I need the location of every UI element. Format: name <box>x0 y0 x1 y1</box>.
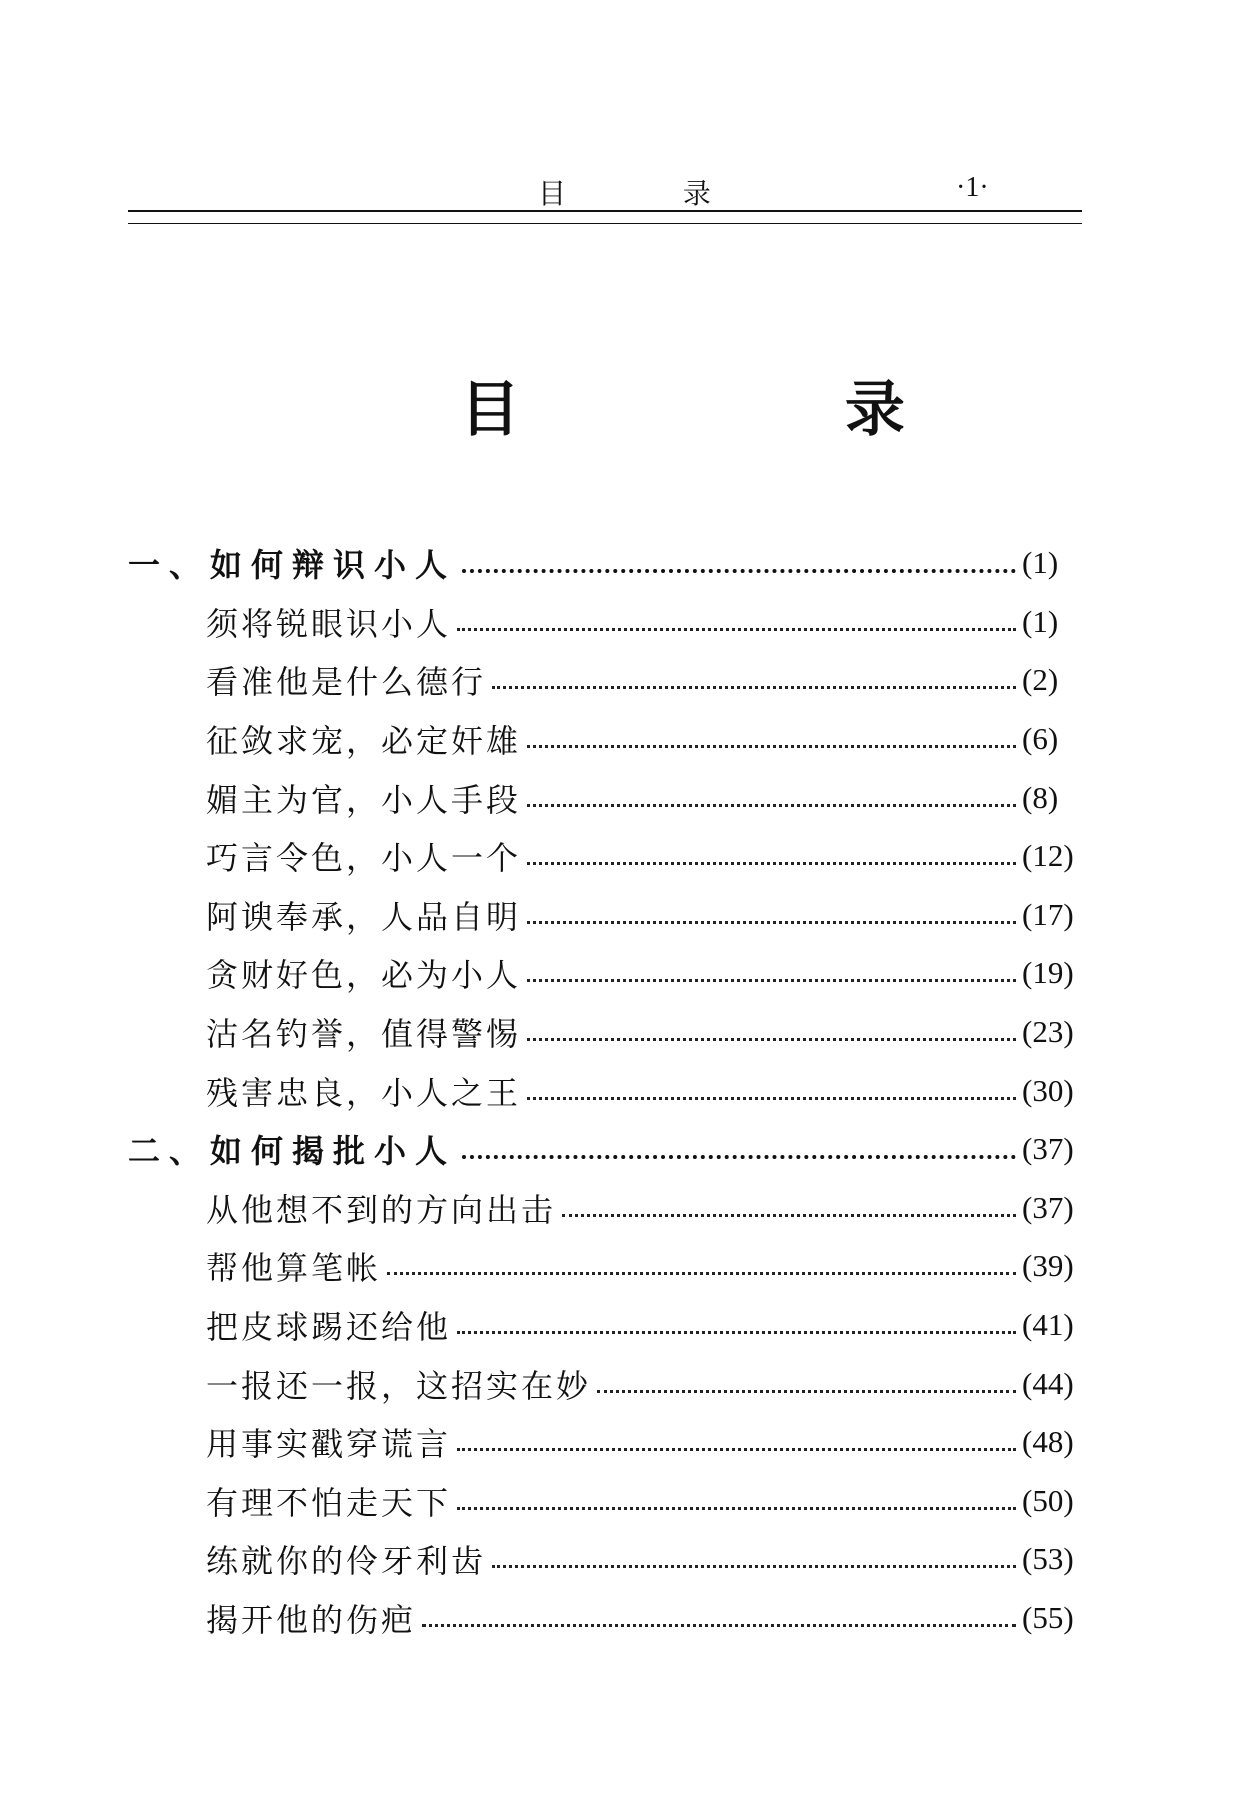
toc-section-entry <box>128 1354 1088 1413</box>
dot-leader <box>492 1542 1016 1576</box>
running-title: 目 录 <box>538 177 765 210</box>
toc-page-number: (2) <box>1022 662 1059 698</box>
dot-leader <box>527 839 1016 873</box>
toc-page-number: (30) <box>1022 1072 1074 1108</box>
toc-entry-title: 沽名钓誉，值得警惕 <box>206 1015 522 1054</box>
toc-page-number: (17) <box>1022 896 1074 932</box>
toc-page-number: (23) <box>1022 1014 1074 1050</box>
toc-entry-title: 贪财好色，必为小人 <box>206 956 522 995</box>
dot-leader <box>462 546 1016 580</box>
dot-leader <box>527 722 1016 756</box>
toc-entry-title: 帮他算笔帐 <box>206 1249 382 1288</box>
toc-entry-title: 有理不怕走天下 <box>206 1483 452 1522</box>
toc-page-number: (6) <box>1022 721 1059 757</box>
toc-page-number: (1) <box>1022 603 1059 639</box>
toc-page-number: (8) <box>1022 779 1059 815</box>
toc-entry-title: 残害忠良，小人之王 <box>206 1073 522 1112</box>
toc-section-entry <box>128 1530 1088 1589</box>
dot-leader <box>527 1074 1016 1108</box>
toc-section-entry <box>128 886 1088 945</box>
toc-section-entry <box>128 1003 1088 1062</box>
toc-page-number: (53) <box>1022 1541 1074 1577</box>
toc-page-number: (37) <box>1022 1131 1074 1167</box>
toc-section-entry <box>128 1413 1088 1472</box>
toc-entry-title: 练就你的伶牙利齿 <box>206 1542 487 1581</box>
toc-entry-title: 巧言令色，小人一个 <box>206 839 522 878</box>
toc-page-number: (19) <box>1022 955 1074 991</box>
toc-entry-title: 一、如何辩识小人 <box>128 546 457 585</box>
toc-section-entry <box>128 1472 1088 1531</box>
toc-page-number: (12) <box>1022 838 1074 874</box>
dot-leader <box>457 1425 1016 1459</box>
dot-leader <box>527 781 1016 815</box>
table-of-contents <box>128 534 1088 1647</box>
dot-leader <box>527 898 1016 932</box>
dot-leader <box>597 1367 1016 1401</box>
dot-leader <box>562 1191 1016 1225</box>
toc-chapter-entry <box>128 1120 1088 1179</box>
toc-section-entry <box>128 651 1088 710</box>
toc-page-number: (44) <box>1022 1365 1074 1401</box>
dot-leader <box>527 956 1016 990</box>
toc-entry-title: 用事实戳穿谎言 <box>206 1425 452 1464</box>
toc-page-number: (48) <box>1022 1424 1074 1460</box>
toc-entry-title: 看准他是什么德行 <box>206 663 487 702</box>
dot-leader <box>527 1015 1016 1049</box>
toc-entry-title: 从他想不到的方向出击 <box>206 1190 557 1229</box>
toc-entry-title: 阿谀奉承，人品自明 <box>206 897 522 936</box>
toc-entry-title: 须将锐眼识小人 <box>206 604 452 643</box>
dot-leader <box>457 605 1016 639</box>
toc-section-entry <box>128 593 1088 652</box>
toc-entry-title: 揭开他的伤疤 <box>206 1600 417 1639</box>
running-header <box>128 168 1078 208</box>
dot-leader <box>457 1484 1016 1518</box>
toc-section-entry <box>128 768 1088 827</box>
dot-leader <box>492 663 1016 697</box>
toc-section-entry <box>128 1179 1088 1238</box>
toc-section-entry <box>128 1237 1088 1296</box>
dot-leader <box>457 1308 1016 1342</box>
header-rule-thin <box>128 223 1082 224</box>
toc-entry-title: 一报还一报，这招实在妙 <box>206 1366 592 1405</box>
toc-chapter-entry <box>128 534 1088 593</box>
toc-page-number: (41) <box>1022 1307 1074 1343</box>
toc-section-entry <box>128 827 1088 886</box>
toc-section-entry <box>128 1296 1088 1355</box>
toc-entry-title: 媚主为官，小人手段 <box>206 780 522 819</box>
toc-section-entry <box>128 944 1088 1003</box>
toc-page-number: (1) <box>1022 545 1059 581</box>
toc-page-number: (50) <box>1022 1482 1074 1518</box>
dot-leader <box>422 1601 1016 1635</box>
toc-section-entry <box>128 1061 1088 1120</box>
toc-section-entry <box>128 1589 1088 1648</box>
toc-entry-title: 把皮球踢还给他 <box>206 1308 452 1347</box>
header-rule-thick <box>128 210 1082 212</box>
dot-leader <box>462 1132 1016 1166</box>
dot-leader <box>387 1249 1016 1283</box>
toc-entry-title: 二、如何揭批小人 <box>128 1132 457 1171</box>
page-number: ·1· <box>956 172 989 203</box>
toc-entry-title: 征敛求宠，必定奸雄 <box>206 722 522 761</box>
toc-section-entry <box>128 710 1088 769</box>
toc-page-number: (37) <box>1022 1189 1074 1225</box>
toc-page-number: (39) <box>1022 1248 1074 1284</box>
toc-page-number: (55) <box>1022 1599 1074 1635</box>
page-title: 目 录 <box>460 375 1057 445</box>
